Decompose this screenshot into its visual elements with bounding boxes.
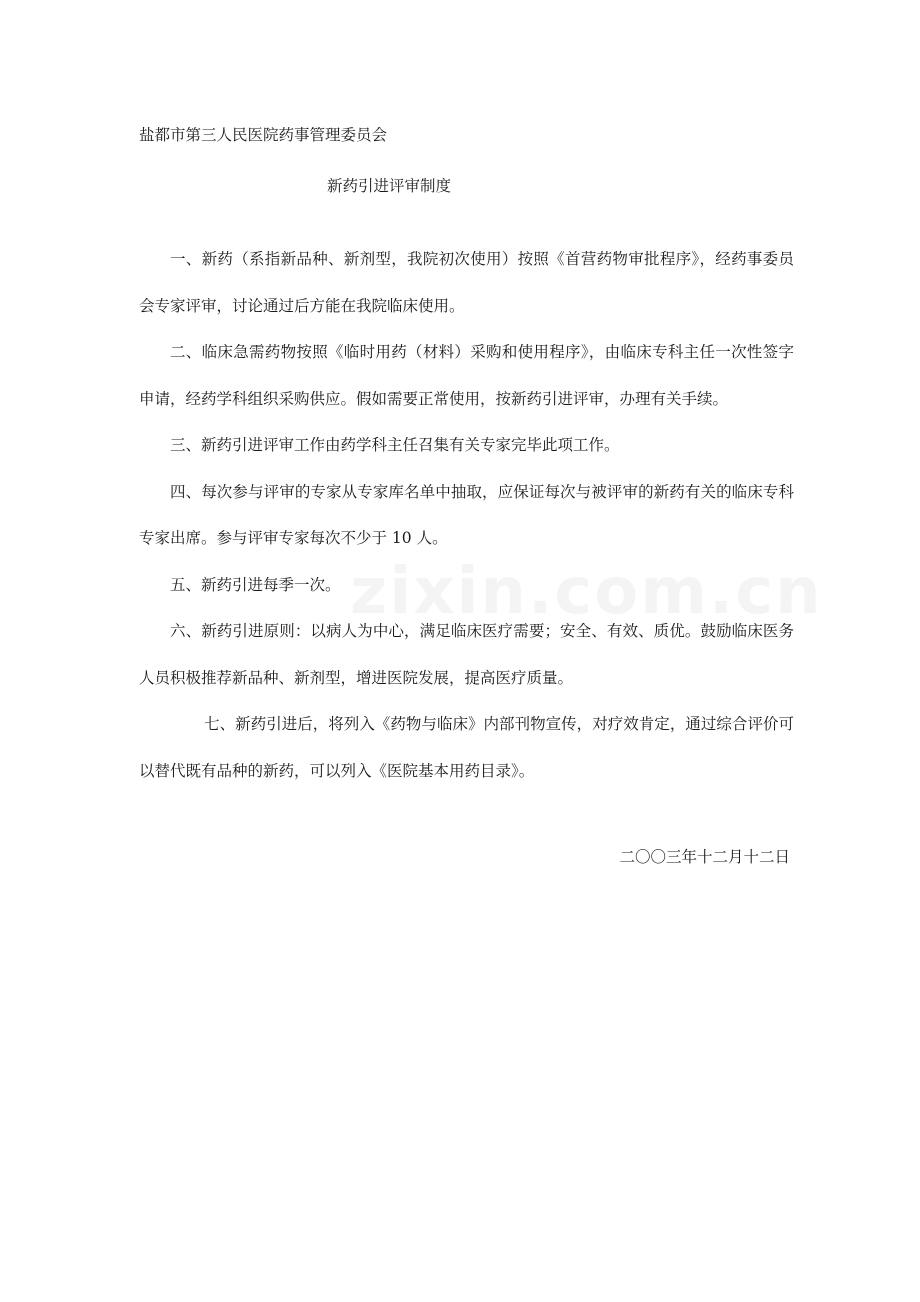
paragraph-4: 四、每次参与评审的专家从专家库名单中抽取，应保证每次与被评审的新药有关的临床专科专家出席。参与评审专家每次不少于 10 人。 [139, 482, 794, 547]
document-body [139, 236, 794, 794]
organization-name: 盐都市第三人民医院药事管理委员会 [139, 126, 388, 144]
paragraph-6: 六、新药引进原则：以病人为中心，满足临床医疗需要；安全、有效、质优。鼓励临床医务人员积极推荐新品种、新剂型，增进医院发展，提高医疗质量。 [139, 622, 794, 687]
paragraph-7: 七、新药引进后，将列入《药物与临床》内部刊物宣传，对疗效肯定，通过综合评价可以替代既有品种的新药，可以列入《医院基本用药目录》。 [139, 715, 794, 780]
paragraph-3: 三、新药引进评审工作由药学科主任召集有关专家完毕此项工作。 [170, 436, 620, 454]
paragraph-5: 五、新药引进每季一次。 [170, 575, 341, 594]
paragraph-1: 一、新药（系指新品种、新剂型，我院初次使用）按照《首营药物审批程序》，经药事委员会专家评审，讨论通过后方能在我院临床使用。 [139, 250, 794, 315]
document-date: 二〇〇三年十二月十二日 [619, 848, 790, 866]
paragraph-2: 二、临床急需药物按照《临时用药（材料）采购和使用程序》，由临床专科主任一次性签字申请，经药学科组织采购供应。假如需要正常使用，按新药引进评审，办理有关手续。 [139, 343, 794, 408]
document-title: 新药引进评审制度 [327, 177, 452, 195]
